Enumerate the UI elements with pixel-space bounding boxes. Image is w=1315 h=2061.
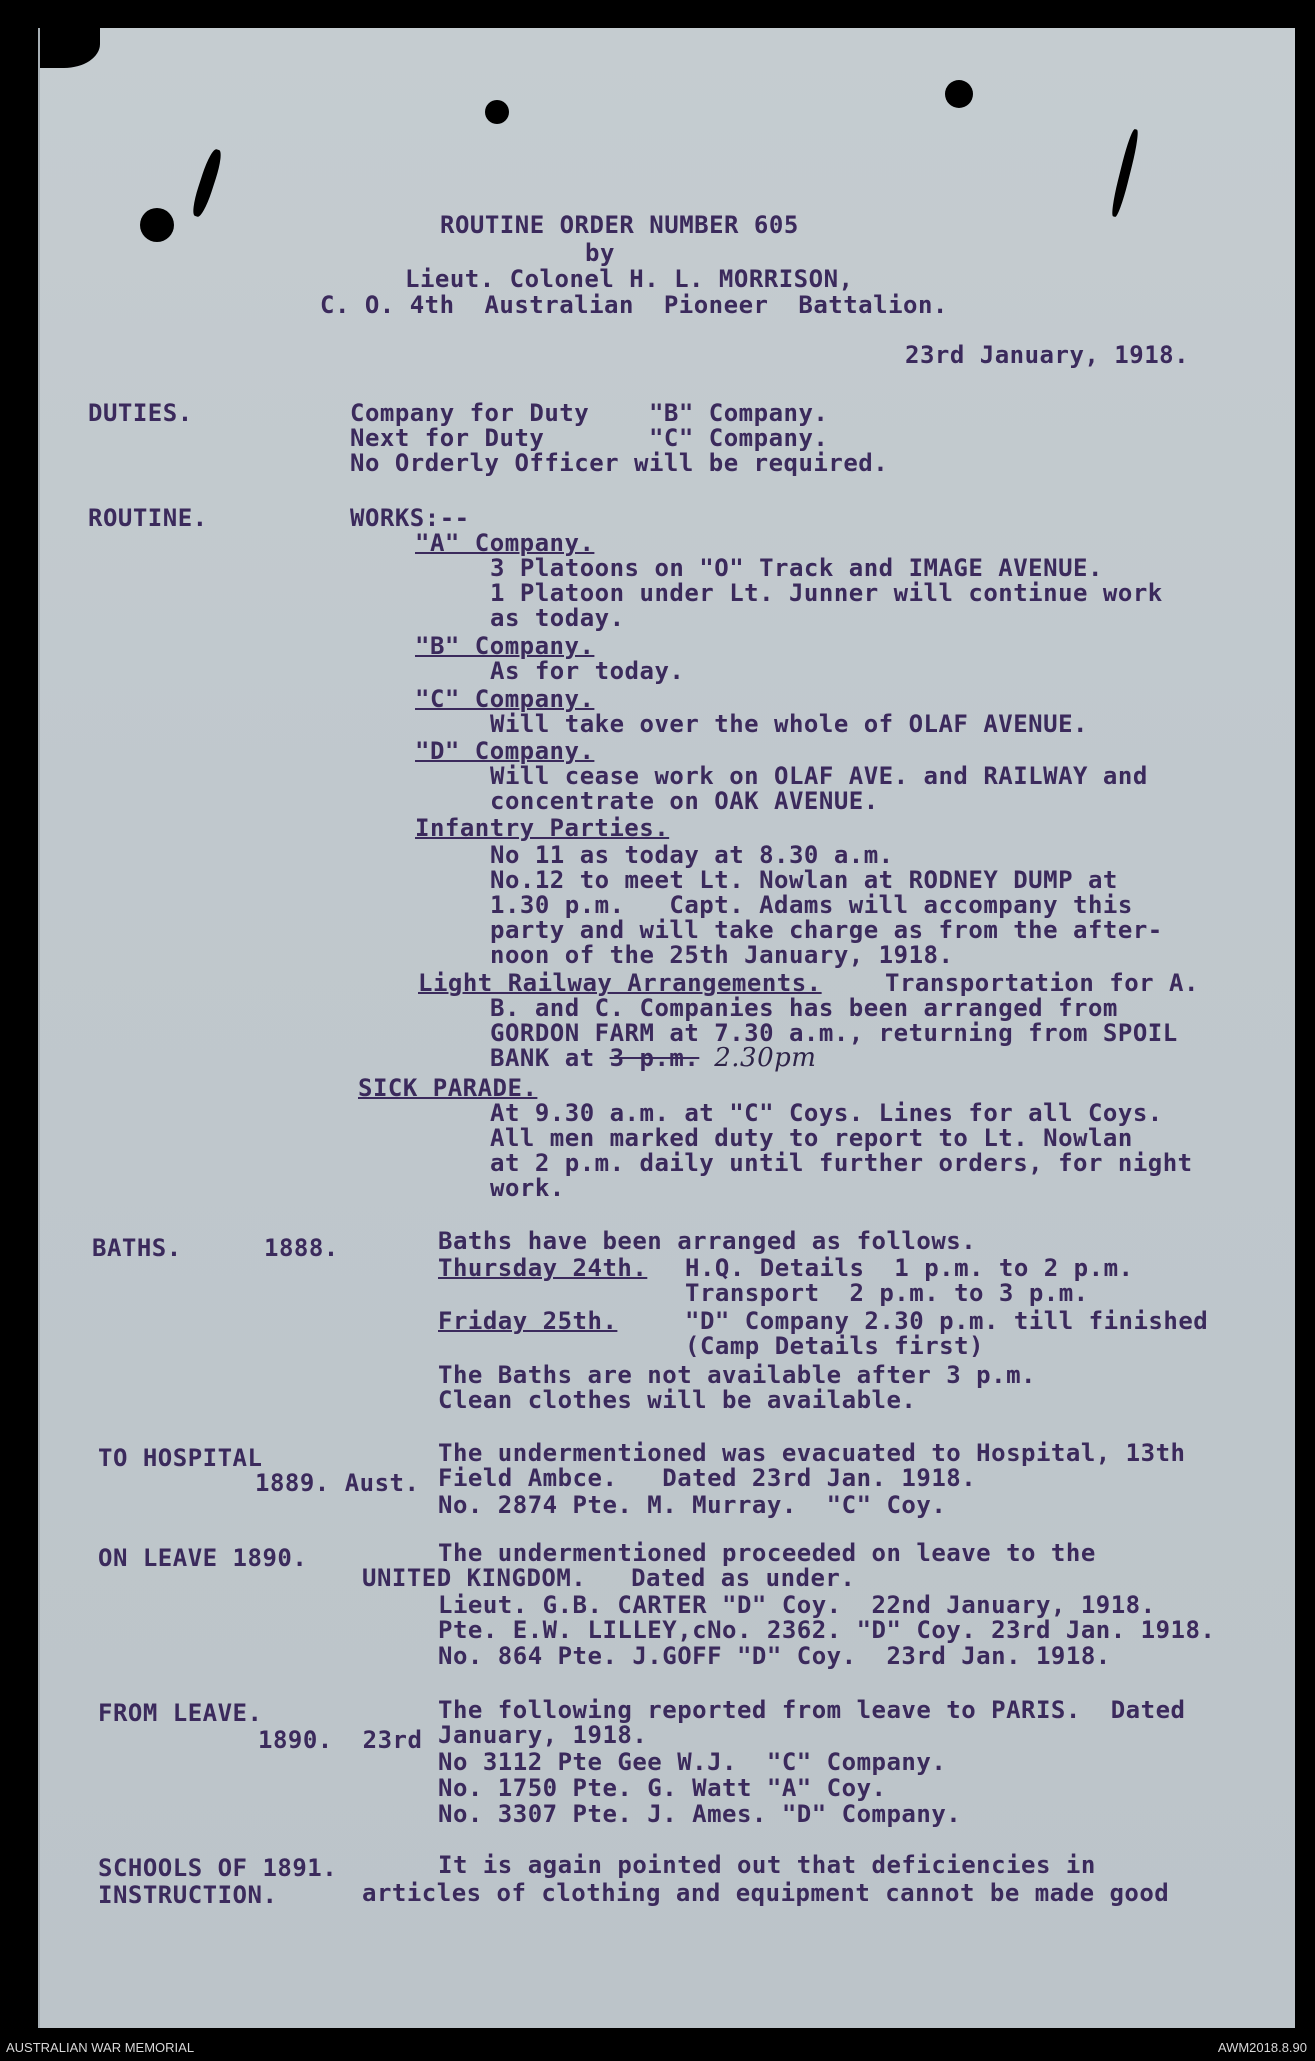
duties-line: Next for Duty "C" Company. [350, 424, 829, 452]
unit-name: C. O. 4th Australian Pioneer Battalion. [320, 291, 948, 319]
c-company-heading: "C" Company. [415, 685, 595, 713]
from-leave-line: No. 3307 Pte. J. Ames. "D" Company. [438, 1800, 962, 1828]
routine-line: as today. [490, 604, 625, 632]
friday-heading: Friday 25th. [438, 1307, 618, 1335]
hospital-number: 1889. Aust. [255, 1469, 420, 1497]
from-leave-number: 1890. 23rd [258, 1726, 423, 1754]
routine-line-start: BANK at [490, 1044, 610, 1072]
archive-credit: AUSTRALIAN WAR MEMORIAL [6, 2040, 195, 2055]
routine-line: at 2 p.m. daily until further orders, for night [490, 1149, 1193, 1177]
routine-heading: ROUTINE. [88, 504, 208, 532]
struck-time: 3 p.m. [609, 1044, 700, 1072]
baths-line: Baths have been arranged as follows. [438, 1227, 977, 1255]
hospital-line: Field Ambce. Dated 23rd Jan. 1918. [438, 1464, 977, 1492]
leave-line: No. 864 Pte. J.GOFF "D" Coy. 23rd Jan. 1918. [438, 1642, 1111, 1670]
routine-line: Will take over the whole of OLAF AVENUE. [490, 710, 1088, 738]
routine-line: concentrate on OAK AVENUE. [490, 787, 879, 815]
hospital-line: No. 2874 Pte. M. Murray. "C" Coy. [438, 1491, 947, 1519]
routine-line: No 11 as today at 8.30 a.m. [490, 841, 894, 869]
routine-line: party and will take charge as from the after- [490, 916, 1163, 944]
baths-line: (Camp Details first) [685, 1332, 984, 1360]
leave-line: Pte. E.W. LILLEY,cNo. 2362. "D" Coy. 23rd Jan. 1918. [438, 1616, 1216, 1644]
infantry-parties-heading: Infantry Parties. [415, 814, 670, 842]
b-company-heading: "B" Company. [415, 632, 595, 660]
thursday-heading: Thursday 24th. [438, 1254, 648, 1282]
routine-line: 3 Platoons on "O" Track and IMAGE AVENUE. [490, 554, 1103, 582]
duties-line: Company for Duty "B" Company. [350, 399, 829, 427]
light-railway-heading: Light Railway Arrangements. [418, 969, 822, 997]
sick-parade-heading: SICK PARADE. [358, 1074, 538, 1102]
punch-hole [140, 208, 174, 242]
officer-name: Lieut. Colonel H. L. MORRISON, [405, 265, 854, 293]
a-company-heading: "A" Company. [415, 529, 595, 557]
from-leave-line: No 3112 Pte Gee W.J. "C" Company. [438, 1748, 947, 1776]
paper-tear [1109, 128, 1140, 218]
baths-line: The Baths are not available after 3 p.m. [438, 1361, 1036, 1389]
routine-line: B. and C. Companies has been arranged from [490, 994, 1118, 1022]
hospital-heading: TO HOSPITAL [98, 1444, 263, 1472]
duties-line: No Orderly Officer will be required. [350, 449, 889, 477]
from-leave-heading: FROM LEAVE. [98, 1699, 263, 1727]
baths-line: "D" Company 2.30 p.m. till finished [685, 1307, 1209, 1335]
baths-line: Clean clothes will be available. [438, 1386, 917, 1414]
archive-reference: AWM2018.8.90 [1217, 2040, 1307, 2055]
duties-heading: DUTIES. [88, 399, 193, 427]
order-date: 23rd January, 1918. [905, 341, 1190, 369]
routine-line: As for today. [490, 657, 685, 685]
schools-line: articles of clothing and equipment cannot be made good [362, 1879, 1170, 1907]
baths-line: Transport 2 p.m. to 3 p.m. [685, 1279, 1089, 1307]
routine-line: 1.30 p.m. Capt. Adams will accompany this [490, 891, 1133, 919]
baths-number: 1888. [264, 1234, 339, 1262]
paper-tear [190, 148, 225, 219]
on-leave-heading: ON LEAVE 1890. [98, 1544, 308, 1572]
schools-line: It is again pointed out that deficiencies in [438, 1851, 1096, 1879]
routine-line: All men marked duty to report to Lt. Nowlan [490, 1124, 1133, 1152]
d-company-heading: "D" Company. [415, 737, 595, 765]
routine-line: At 9.30 a.m. at "C" Coys. Lines for all Coys. [490, 1099, 1163, 1127]
punch-hole [485, 100, 509, 124]
routine-line: noon of the 25th January, 1918. [490, 941, 954, 969]
leave-line: The undermentioned proceeded on leave to the [438, 1539, 1096, 1567]
routine-line: GORDON FARM at 7.30 a.m., returning from SPOIL [490, 1019, 1178, 1047]
baths-line: H.Q. Details 1 p.m. to 2 p.m. [685, 1254, 1134, 1282]
punch-hole [945, 80, 973, 108]
order-title: ROUTINE ORDER NUMBER 605 [440, 211, 799, 239]
paper-tear [40, 28, 100, 68]
routine-line: 1 Platoon under Lt. Junner will continue work [490, 579, 1163, 607]
schools-heading-2: INSTRUCTION. [98, 1881, 278, 1909]
leave-line: Lieut. G.B. CARTER "D" Coy. 22nd January, 1918. [438, 1591, 1156, 1619]
hospital-line: The undermentioned was evacuated to Hospital, 13th [438, 1439, 1186, 1467]
schools-heading: SCHOOLS OF 1891. [98, 1854, 338, 1882]
from-leave-line: No. 1750 Pte. G. Watt "A" Coy. [438, 1774, 887, 1802]
from-leave-line: January, 1918. [438, 1721, 648, 1749]
routine-line: No.12 to meet Lt. Nowlan at RODNEY DUMP at [490, 866, 1118, 894]
routine-line: Transportation for A. [885, 969, 1199, 997]
routine-line: Will cease work on OLAF AVE. and RAILWAY and [490, 762, 1148, 790]
routine-line [490, 1045, 816, 1071]
works-heading: WORKS:-- [350, 504, 470, 532]
from-leave-line: The following reported from leave to PARIS. Dated [438, 1696, 1186, 1724]
baths-heading: BATHS. [92, 1234, 182, 1262]
routine-line: work. [490, 1174, 565, 1202]
order-by: by [585, 239, 615, 267]
leave-line: UNITED KINGDOM. Dated as under. [362, 1564, 856, 1592]
handwritten-time: 2.30pm [714, 1043, 817, 1073]
